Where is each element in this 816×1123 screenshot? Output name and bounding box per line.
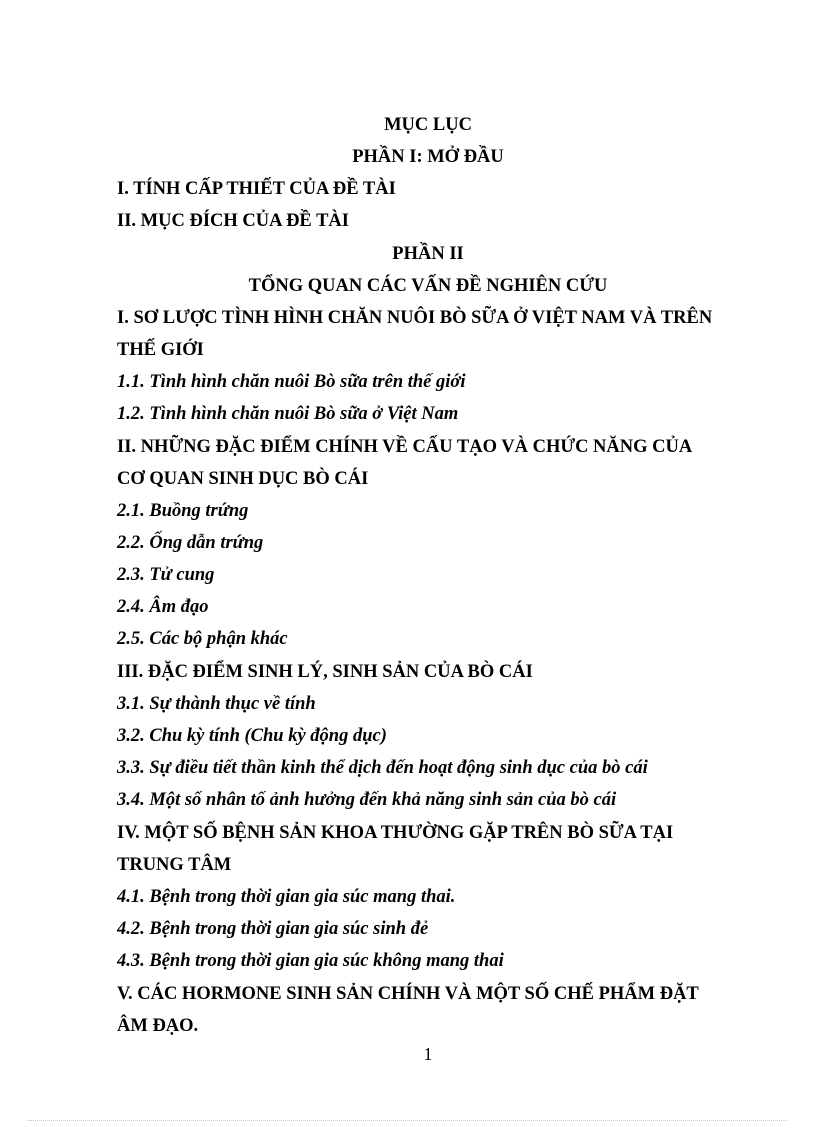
toc-subentry: 2.4. Âm đạo (117, 597, 209, 617)
toc-subentry: 2.3. Tử cung (117, 565, 215, 585)
toc-subentry: 1.2. Tình hình chăn nuôi Bò sữa ở Việt Nam (117, 404, 459, 424)
toc-subentry: 3.3. Sự điều tiết thần kinh thể dịch đến hoạt động sinh dục của bò cái (117, 758, 648, 778)
toc-subentry: 2.1. Buồng trứng (117, 501, 249, 521)
toc-subentry: 2.5. Các bộ phận khác (117, 629, 288, 649)
toc-subentry: 3.2. Chu kỳ tính (Chu kỳ động dục) (117, 726, 387, 746)
toc-subentry: 3.1. Sự thành thục về tính (117, 694, 316, 714)
part-2-heading: PHẦN II (392, 244, 464, 264)
toc-subentry: 4.3. Bệnh trong thời gian gia súc không mang thai (117, 951, 504, 971)
toc-entry: I. SƠ LƯỢC TÌNH HÌNH CHĂN NUÔI BÒ SỮA Ở VIỆT NAM VÀ TRÊN (117, 308, 713, 328)
toc-entry: II. MỤC ĐÍCH CỦA ĐỀ TÀI (117, 211, 349, 231)
toc-entry: CƠ QUAN SINH DỤC BÒ CÁI (117, 469, 369, 489)
toc-entry: THẾ GIỚI (117, 340, 204, 360)
toc-entry: IV. MỘT SỐ BỆNH SẢN KHOA THƯỜNG GẶP TRÊN BÒ SỮA TẠI (117, 823, 674, 843)
toc-entry: I. TÍNH CẤP THIẾT CỦA ĐỀ TÀI (117, 179, 396, 199)
toc-subentry: 4.1. Bệnh trong thời gian gia súc mang thai. (117, 887, 456, 907)
toc-entry: III. ĐẶC ĐIỂM SINH LÝ, SINH SẢN CỦA BÒ CÁI (117, 662, 533, 682)
part-2-subtitle: TỔNG QUAN CÁC VẤN ĐỀ NGHIÊN CỨU (248, 276, 608, 296)
toc-entry: TRUNG TÂM (117, 855, 232, 875)
toc-entry: II. NHỮNG ĐẶC ĐIỂM CHÍNH VỀ CẤU TẠO VÀ CHỨC NĂNG CỦA (117, 437, 693, 457)
part-1-heading: PHẦN I: MỞ ĐẦU (352, 147, 504, 167)
toc-subentry: 1.1. Tình hình chăn nuôi Bò sữa trên thế giới (117, 372, 466, 392)
toc-subentry: 3.4. Một số nhân tố ảnh hưởng đến khả năng sinh sản của bò cái (117, 790, 617, 810)
toc-subentry: 2.2. Ống dẫn trứng (117, 533, 264, 553)
page-number: 1 (423, 1044, 433, 1064)
toc-subentry: 4.2. Bệnh trong thời gian gia súc sinh đẻ (117, 919, 429, 939)
toc-entry: ÂM ĐẠO. (117, 1016, 199, 1036)
page-bottom-rule (28, 1120, 788, 1121)
toc-title: MỤC LỤC (384, 115, 472, 135)
toc-entry: V. CÁC HORMONE SINH SẢN CHÍNH VÀ MỘT SỐ CHẾ PHẨM ĐẶT (117, 984, 699, 1004)
